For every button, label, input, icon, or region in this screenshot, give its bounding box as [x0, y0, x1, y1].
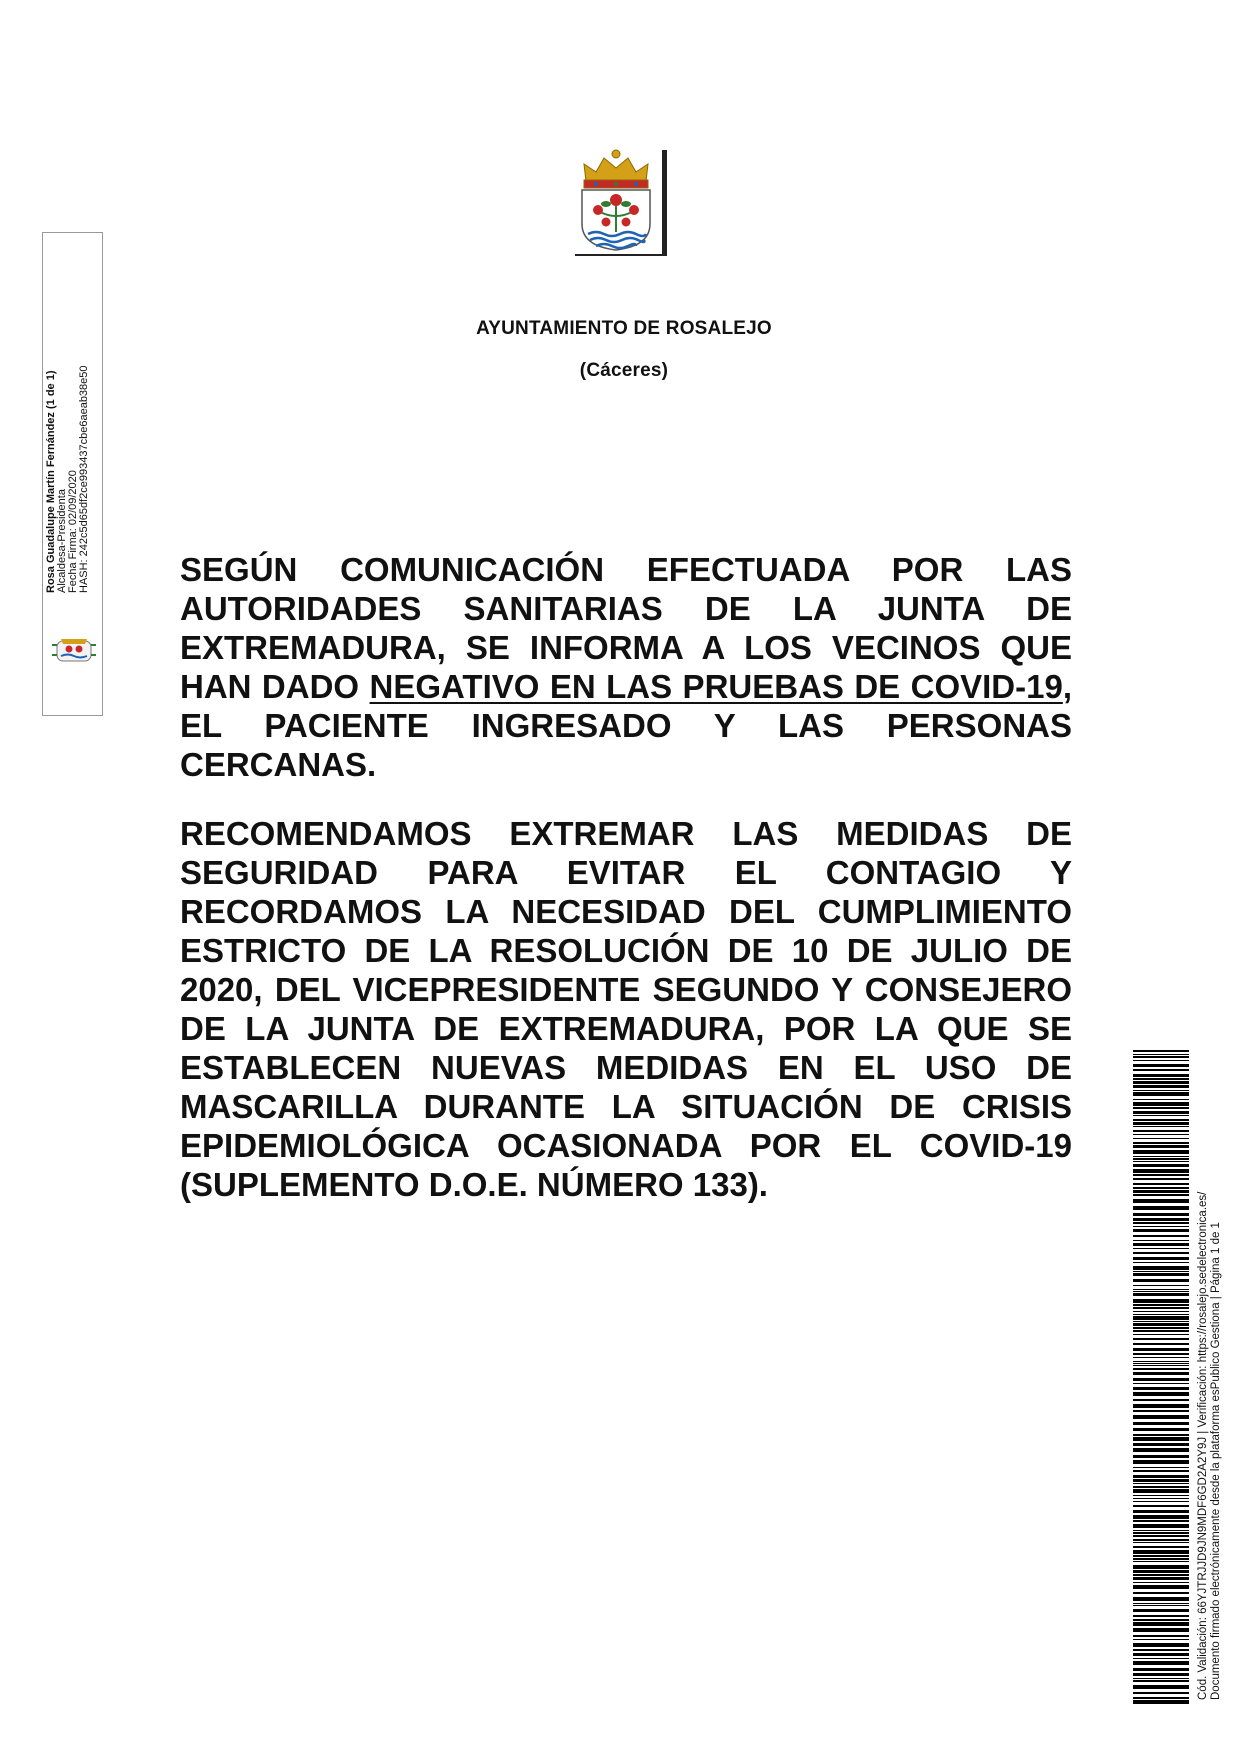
signature-crest-icon [51, 635, 97, 665]
signer-role: Alcaldesa-Presidenta [56, 489, 68, 593]
page-title: AYUNTAMIENTO DE ROSALEJO [476, 318, 772, 339]
signer-name: Rosa Guadalupe Martín Fernández (1 de 1) [45, 370, 57, 593]
notice-paragraph-2: RECOMENDAMOS EXTREMAR LAS MEDIDAS DE SEGURIDAD PARA EVITAR EL CONTAGIO Y RECORDAMOS LA NECESIDAD DEL CUMPLIMIENTO ESTRICTO DE LA RESOLUCIÓN DE 10 DE JULIO DE 2020, DEL VICEPRESIDENTE SEGUNDO Y CONSEJERO DE LA JUNTA DE EXTREMADURA, POR LA QUE SE ESTABLECEN NUEVAS MEDIDAS EN EL USO DE MASCARILLA DURANTE LA SITUACIÓN DE CRISIS EPIDEMIOLÓGICA OCASIONADA POR EL COVID-19 (SUPLEMENTO D.O.E. NÚMERO 133). [180, 815, 1072, 1203]
signature-date: Fecha Firma: 02/09/2020 [67, 470, 79, 593]
verification-line-1: Cód. Validación: 66YJTRJJD9JN9MDF6GD2A2Y9J | Verificación: https://rosalejo.sedelectronica.es/ [1197, 1191, 1209, 1700]
verification-line-2: Documento firmado electrónicamente desde la plataforma esPublico Gestiona | Página 1 de 1 [1210, 1222, 1222, 1700]
verification-text [1197, 1000, 1223, 1700]
notice-text-end: , EL PACIENTE INGRESADO Y LAS PERSONAS CERCANAS. [180, 668, 1072, 783]
page-subtitle: (Cáceres) [579, 360, 669, 381]
signature-text [46, 293, 90, 593]
signature-hash: HASH: 242c5d65df2ce993437cbe6aeab38e50 [78, 365, 90, 593]
barcode-icon [1133, 1050, 1189, 1704]
signature-stamp [42, 232, 103, 716]
notice-underlined-text: NEGATIVO EN LAS PRUEBAS DE COVID-19 [369, 668, 1063, 705]
notice-paragraph-1 [180, 550, 1072, 784]
notice-text: SEGÚN COMUNICACIÓN EFECTUADA POR LAS AUTORIDADES SANITARIAS DE LA JUNTA DE EXTREMADURA, SE INFORMA A LOS VECINOS QUE HAN DADO [180, 551, 1072, 705]
coat-of-arms-logo [570, 146, 662, 254]
